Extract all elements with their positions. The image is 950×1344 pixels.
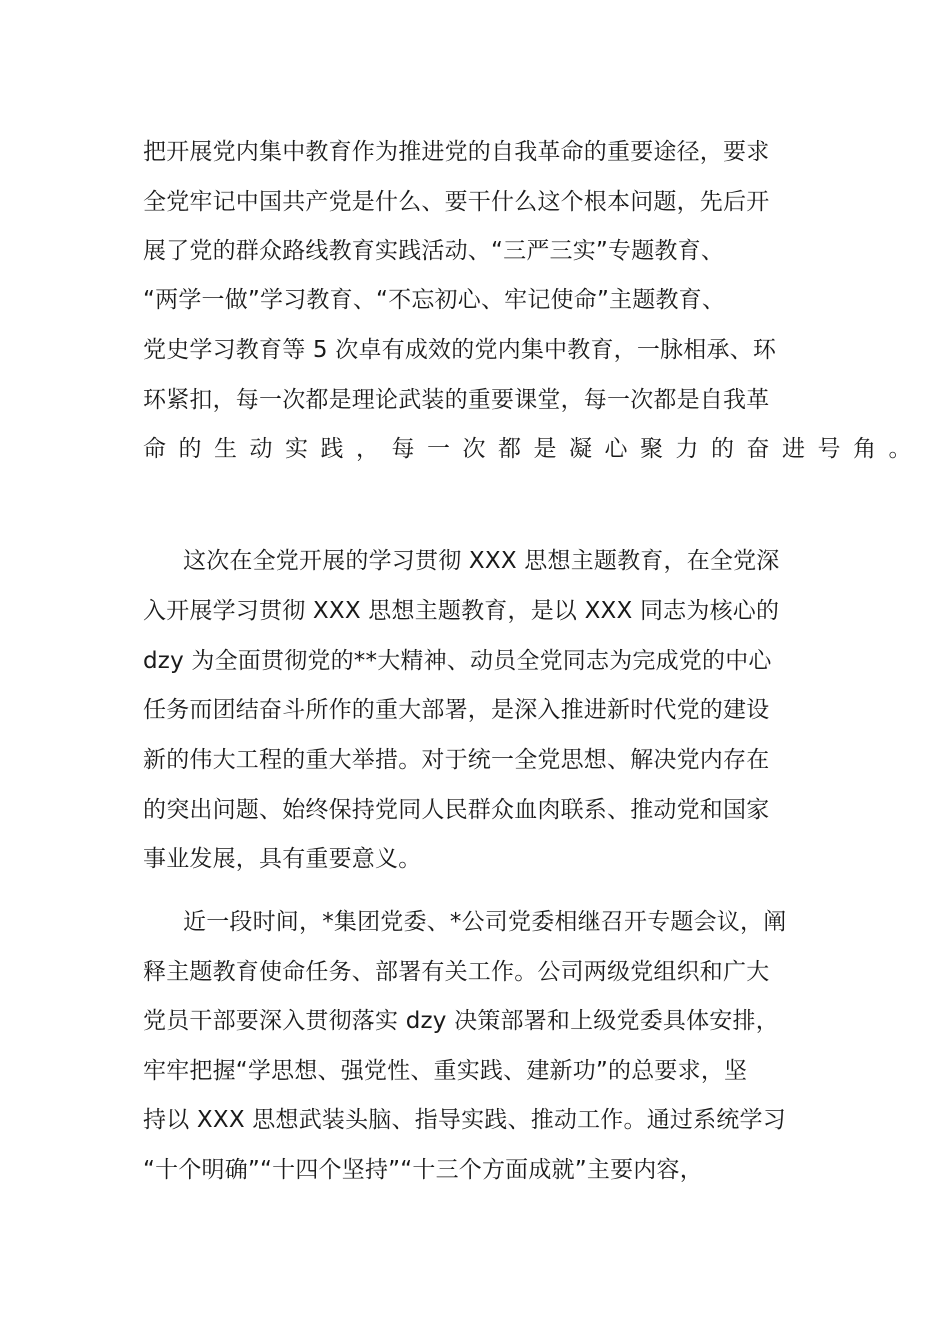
text-line: 任务而团结奋斗所作的重大部署，是深入推进新时代党的建设: [143, 697, 770, 723]
text-line: 事业发展，具有重要意义。: [143, 846, 422, 872]
text-line: 释主题教育使命任务、部署有关工作。公司两级党组织和广大: [143, 959, 770, 985]
text-line: “十个明确”“十四个坚持”“十三个方面成就”主要内容，: [143, 1157, 703, 1183]
text-line: dzy 为全面贯彻党的**大精神、动员全党同志为完成党的中心: [143, 648, 772, 674]
text-line: 党史学习教育等 5 次卓有成效的党内集中教育，一脉相承、环: [143, 337, 777, 363]
text-line: 近一段时间，*集团党委、*公司党委相继召开专题会议，阐: [183, 909, 787, 935]
text-line: 这次在全党开展的学习贯彻 XXX 思想主题教育，在全党深: [183, 548, 780, 574]
text-line: 命的生动实践，每一次都是凝心聚力的奋进号角。: [143, 436, 924, 462]
text-line: 持以 XXX 思想武装头脑、指导实践、推动工作。通过系统学习: [143, 1107, 786, 1133]
text-line: 入开展学习贯彻 XXX 思想主题教育，是以 XXX 同志为核心的: [143, 598, 780, 624]
text-line: 展了党的群众路线教育实践活动、“三严三实”专题教育、: [143, 238, 725, 264]
text-line: 把开展党内集中教育作为推进党的自我革命的重要途径，要求: [143, 139, 770, 165]
text-line: 环紧扣，每一次都是理论武装的重要课堂，每一次都是自我革: [143, 387, 770, 413]
text-line: 全党牢记中国共产党是什么、要干什么这个根本问题，先后开: [143, 189, 770, 215]
text-line: 新的伟大工程的重大举措。对于统一全党思想、解决党内存在: [143, 747, 770, 773]
text-line: 牢牢把握“学思想、强党性、重实践、建新功”的总要求，坚: [143, 1058, 748, 1084]
text-line: 的突出问题、始终保持党同人民群众血肉联系、推动党和国家: [143, 797, 770, 823]
text-line: “两学一做”学习教育、“不忘初心、牢记使命”主题教育、: [143, 287, 726, 313]
text-line: 党员干部要深入贯彻落实 dzy 决策部署和上级党委具体安排，: [143, 1008, 779, 1034]
